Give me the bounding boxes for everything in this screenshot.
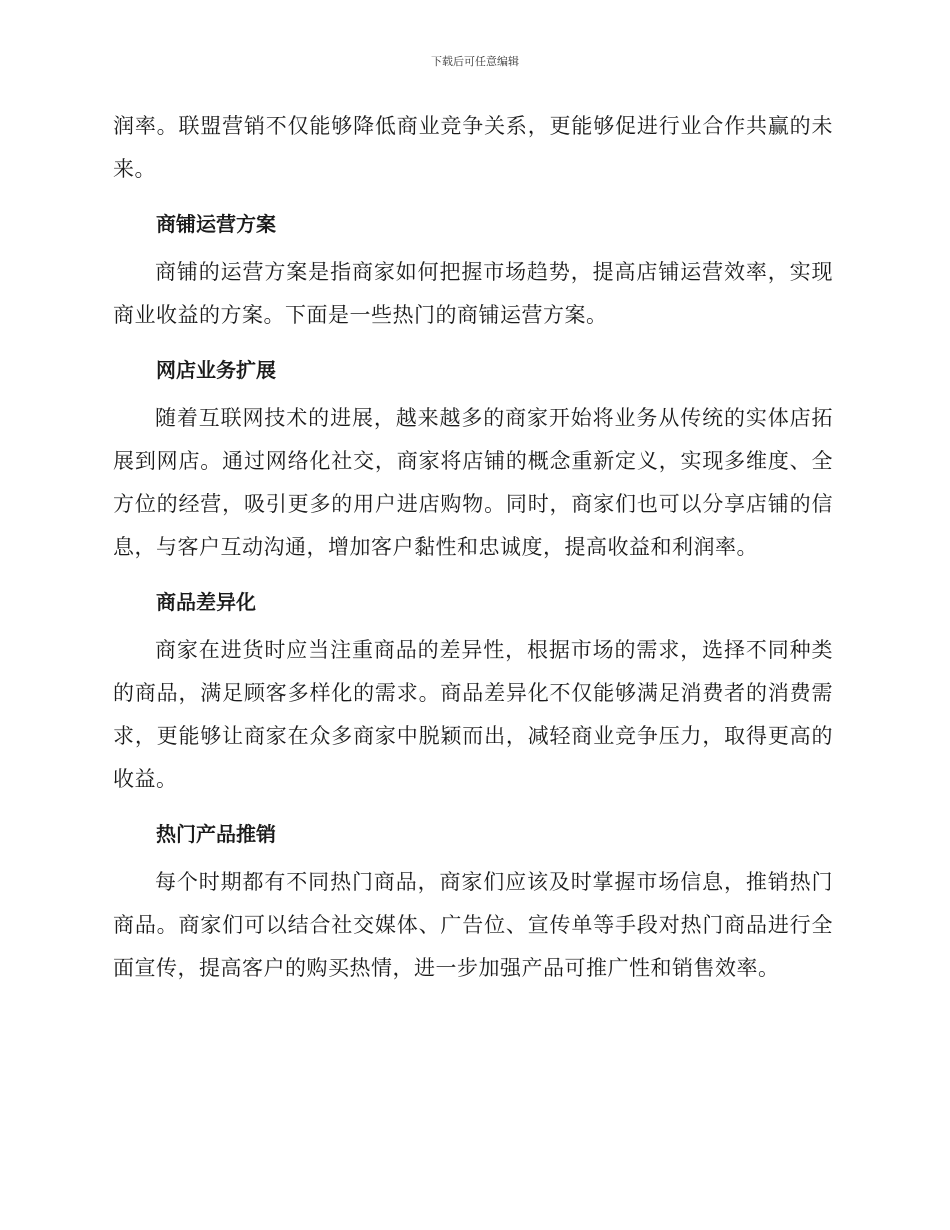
section-heading-product-differentiation: 商品差异化 — [156, 590, 256, 614]
section-heading-hot-products: 热门产品推销 — [156, 822, 276, 846]
spacer — [113, 337, 833, 343]
section-paragraph-shop-operation: 商铺的运营方案是指商家如何把握市场趋势，提高店铺运营效率，实现商业收益的方案。下面是一些热门的商铺运营方案。 — [113, 260, 833, 327]
section-paragraph-online-expansion: 随着互联网技术的进展，越来越多的商家开始将业务从传统的实体店拓展到网店。通过网络化社交，商家将店铺的概念重新定义，实现多维度、全方位的经营，吸引更多的用户进店购物。同时，商家们也可以分享店铺的信息，与客户互动沟通，增加客户黏性和忠诚度，提高收益和利润率。 — [113, 406, 833, 559]
section-heading-shop-operation: 商铺运营方案 — [156, 212, 276, 236]
section-heading-online-expansion: 网店业务扩展 — [156, 358, 276, 382]
section-paragraph-hot-products: 每个时期都有不同热门商品，商家们应该及时掌握市场信息，推销热门商品。商家们可以结合社交媒体、广告位、宣传单等手段对热门商品进行全面宣传，提高客户的购买热情，进一步加强产品可推广性和销售效率。 — [113, 870, 833, 980]
spacer — [113, 569, 833, 575]
spacer — [113, 801, 833, 807]
document-body — [113, 105, 833, 990]
intro-paragraph: 润率。联盟营销不仅能够降低商业竞争关系，更能够促进行业合作共赢的未来。 — [113, 114, 833, 181]
spacer — [113, 191, 833, 197]
page-header: 下载后可任意编辑 — [431, 55, 519, 68]
section-paragraph-product-differentiation: 商家在进货时应当注重商品的差异性，根据市场的需求，选择不同种类的商品，满足顾客多样化的需求。商品差异化不仅能够满足消费者的消费需求，更能够让商家在众多商家中脱颖而出，减轻商业竞争压力，取得更高的收益。 — [113, 638, 833, 791]
